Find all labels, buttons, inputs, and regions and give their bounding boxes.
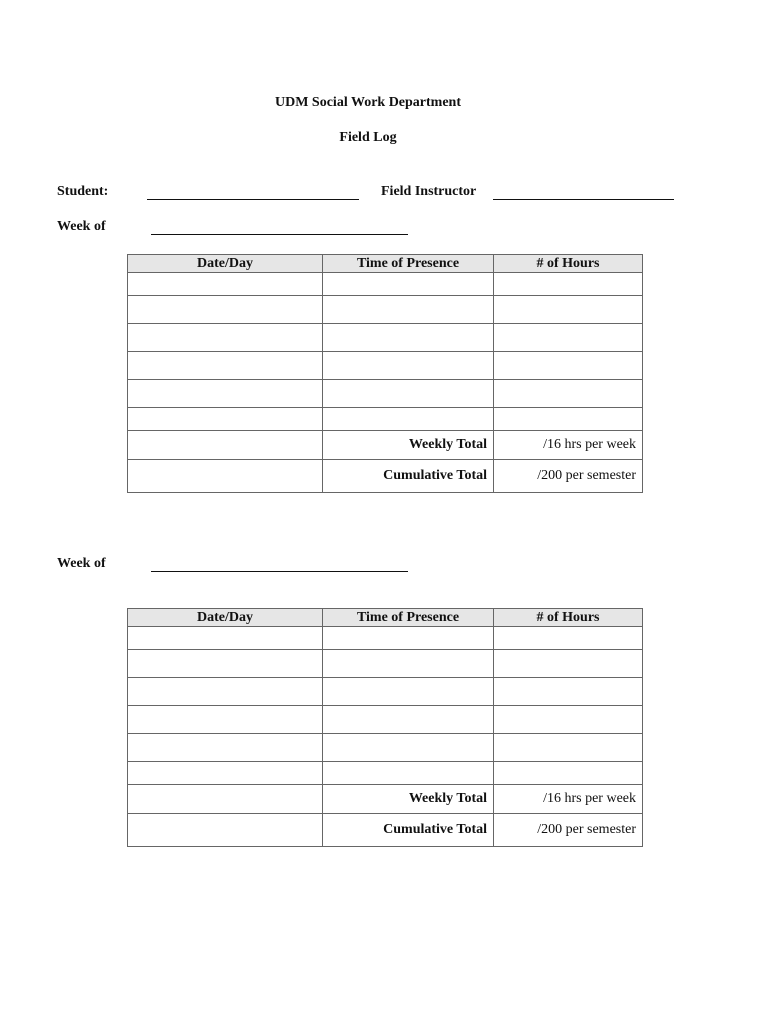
table-row bbox=[128, 380, 643, 408]
date-day-cell[interactable] bbox=[128, 380, 323, 408]
hours-cell[interactable] bbox=[494, 762, 643, 785]
cumulative-total-label: Cumulative Total bbox=[323, 814, 494, 847]
field-instructor-label: Field Instructor bbox=[381, 184, 477, 199]
table-row bbox=[128, 706, 643, 734]
field-instructor-field[interactable] bbox=[493, 199, 674, 200]
empty-cell bbox=[128, 814, 323, 847]
time-of-presence-cell[interactable] bbox=[323, 380, 494, 408]
table-row bbox=[128, 408, 643, 431]
cumulative-total-row bbox=[128, 814, 643, 847]
column-header-hours: # of Hours bbox=[494, 255, 643, 273]
date-day-cell[interactable] bbox=[128, 352, 323, 380]
time-of-presence-cell[interactable] bbox=[323, 273, 494, 296]
hours-cell[interactable] bbox=[494, 273, 643, 296]
table-row bbox=[128, 762, 643, 785]
column-header-hours: # of Hours bbox=[494, 609, 643, 627]
time-of-presence-cell[interactable] bbox=[323, 706, 494, 734]
date-day-cell[interactable] bbox=[128, 296, 323, 324]
time-of-presence-cell[interactable] bbox=[323, 650, 494, 678]
hours-cell[interactable] bbox=[494, 296, 643, 324]
week-of-field-1[interactable] bbox=[151, 234, 408, 235]
date-day-cell[interactable] bbox=[128, 650, 323, 678]
date-day-cell[interactable] bbox=[128, 678, 323, 706]
date-day-cell[interactable] bbox=[128, 273, 323, 296]
table-row bbox=[128, 650, 643, 678]
hours-cell[interactable] bbox=[494, 627, 643, 650]
student-field[interactable] bbox=[147, 199, 359, 200]
table-row bbox=[128, 627, 643, 650]
week-of-field-2[interactable] bbox=[151, 571, 408, 572]
date-day-cell[interactable] bbox=[128, 706, 323, 734]
cumulative-total-row bbox=[128, 460, 643, 493]
cumulative-total-value[interactable]: /200 per semester bbox=[494, 460, 643, 493]
date-day-cell[interactable] bbox=[128, 324, 323, 352]
table-row bbox=[128, 324, 643, 352]
empty-cell bbox=[128, 785, 323, 814]
hours-cell[interactable] bbox=[494, 380, 643, 408]
table-header-row bbox=[128, 255, 643, 273]
weekly-total-value[interactable]: /16 hrs per week bbox=[494, 785, 643, 814]
time-of-presence-cell[interactable] bbox=[323, 762, 494, 785]
student-label: Student: bbox=[57, 184, 109, 199]
hours-cell[interactable] bbox=[494, 352, 643, 380]
date-day-cell[interactable] bbox=[128, 408, 323, 431]
hours-cell[interactable] bbox=[494, 650, 643, 678]
table-header-row bbox=[128, 609, 643, 627]
cumulative-total-label: Cumulative Total bbox=[323, 460, 494, 493]
empty-cell bbox=[128, 460, 323, 493]
date-day-cell[interactable] bbox=[128, 734, 323, 762]
date-day-cell[interactable] bbox=[128, 762, 323, 785]
week-of-label-1: Week of bbox=[57, 219, 106, 234]
table-row bbox=[128, 273, 643, 296]
table-row bbox=[128, 734, 643, 762]
hours-cell[interactable] bbox=[494, 706, 643, 734]
column-header-time-of-presence: Time of Presence bbox=[323, 609, 494, 627]
column-header-time-of-presence: Time of Presence bbox=[323, 255, 494, 273]
column-header-date-day: Date/Day bbox=[128, 255, 323, 273]
hours-cell[interactable] bbox=[494, 324, 643, 352]
time-of-presence-cell[interactable] bbox=[323, 408, 494, 431]
hours-cell[interactable] bbox=[494, 678, 643, 706]
week-of-label-2: Week of bbox=[57, 556, 106, 571]
hours-cell[interactable] bbox=[494, 734, 643, 762]
table-row bbox=[128, 296, 643, 324]
time-of-presence-cell[interactable] bbox=[323, 324, 494, 352]
time-of-presence-cell[interactable] bbox=[323, 627, 494, 650]
weekly-total-label: Weekly Total bbox=[323, 431, 494, 460]
time-of-presence-cell[interactable] bbox=[323, 678, 494, 706]
weekly-total-row bbox=[128, 785, 643, 814]
time-of-presence-cell[interactable] bbox=[323, 296, 494, 324]
time-of-presence-cell[interactable] bbox=[323, 734, 494, 762]
weekly-total-label: Weekly Total bbox=[323, 785, 494, 814]
field-log-table-1 bbox=[127, 254, 643, 493]
field-log-table-2 bbox=[127, 608, 643, 847]
table-row bbox=[128, 352, 643, 380]
time-of-presence-cell[interactable] bbox=[323, 352, 494, 380]
cumulative-total-value[interactable]: /200 per semester bbox=[494, 814, 643, 847]
weekly-total-row bbox=[128, 431, 643, 460]
hours-cell[interactable] bbox=[494, 408, 643, 431]
document-subtitle: Field Log bbox=[339, 130, 397, 145]
weekly-total-value[interactable]: /16 hrs per week bbox=[494, 431, 643, 460]
column-header-date-day: Date/Day bbox=[128, 609, 323, 627]
table-row bbox=[128, 678, 643, 706]
empty-cell bbox=[128, 431, 323, 460]
date-day-cell[interactable] bbox=[128, 627, 323, 650]
document-title: UDM Social Work Department bbox=[275, 95, 461, 110]
